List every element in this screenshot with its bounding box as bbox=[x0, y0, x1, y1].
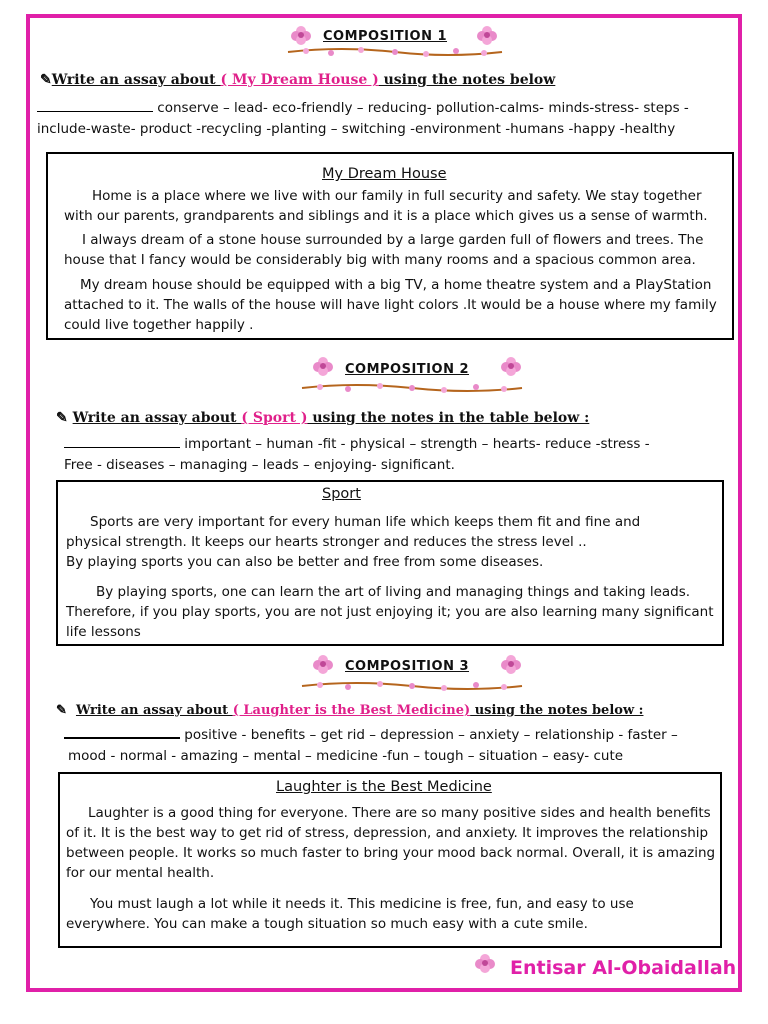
section-heading: COMPOSITION 2 bbox=[345, 362, 470, 377]
paragraph: I always dream of a stone house surrounded by a large garden full of flowers and trees. The house that I fancy would be considerably big with many rooms and a spacious common area. bbox=[64, 232, 704, 268]
flower-icon bbox=[312, 653, 334, 675]
notes: positive - benefits – get rid – depression – anxiety – relationship - faster – mood - normal - amazing – mental – medicine -fun – tough – situation – easy- cute bbox=[64, 725, 734, 767]
paragraph: You must laugh a lot while it needs it. This medicine is free, fun, and easy to use everywhere. You can make a tough situation so much easy with a cute smile. bbox=[66, 896, 634, 932]
paragraph: By playing sports, one can learn the art of living and managing things and taking leads. Therefore, if you play sports, you are not just enjoying it; you are also learning many significant life lessons bbox=[66, 584, 714, 640]
flower-icon bbox=[500, 355, 522, 377]
box-title: Sport bbox=[322, 486, 361, 502]
notes: important – human -fit - physical – strength – hearts- reduce -stress - Free - diseases – managing – leads – enjoying- significant. bbox=[64, 436, 650, 473]
answer-blank bbox=[64, 725, 180, 739]
flower-icon bbox=[500, 653, 522, 675]
answer-box bbox=[58, 772, 722, 948]
flower-icon bbox=[312, 355, 334, 377]
task-instruction: ✎ Write an assay about ( Laughter is the Best Medicine) using the notes below : bbox=[56, 703, 644, 718]
task-instruction: ✎ Write an assay about ( Sport ) using the notes in the table below : bbox=[56, 410, 590, 426]
paragraph: Sports are very important for every human life which keeps them fit and fine and physical strength. It keeps our hearts stronger and reduces the stress level .. bbox=[66, 514, 641, 550]
paragraph: My dream house should be equipped with a big TV, a home theatre system and a PlayStation attached to it. The walls of the house will have light colors .It would be a house where my family could live together happily . bbox=[64, 277, 717, 333]
answer-blank bbox=[37, 99, 153, 112]
pencil-icon: ✎ bbox=[40, 72, 52, 88]
section-heading: COMPOSITION 1 bbox=[323, 29, 448, 44]
garland-icon bbox=[286, 46, 504, 58]
box-title: My Dream House bbox=[322, 166, 447, 182]
pencil-icon: ✎ bbox=[56, 410, 68, 426]
paragraph: Home is a place where we live with our family in full security and safety. We stay together with our parents, grandparents and siblings and it is a place which gives us a sense of warmth. bbox=[64, 188, 708, 224]
garland-icon bbox=[300, 382, 524, 394]
notes: conserve – lead- eco-friendly – reducing- pollution-calms- minds-stress- steps - include-waste- product -recycling -planting – switching -environment -humans -happy -healthy bbox=[37, 100, 689, 137]
flower-icon bbox=[476, 24, 498, 46]
flower-icon bbox=[290, 24, 312, 46]
pencil-icon: ✎ bbox=[56, 703, 67, 718]
paragraph: Laughter is a good thing for everyone. There are so many positive sides and health benefits of it. It is the best way to get rid of stress, depression, and anxiety. It improves the relationship between people. It works so much faster to bring your mood back normal. Overall, it is amazing for our mental health. bbox=[66, 805, 716, 881]
answer-box bbox=[56, 480, 724, 646]
author-signature: Entisar Al-Obaidallah bbox=[510, 957, 737, 979]
answer-box bbox=[46, 152, 734, 340]
section-heading: COMPOSITION 3 bbox=[345, 659, 470, 674]
task-instruction: ✎Write an assay about ( My Dream House ) using the notes below bbox=[40, 72, 556, 88]
garland-icon bbox=[300, 680, 524, 692]
answer-blank bbox=[64, 435, 180, 448]
paragraph: By playing sports you can also be better and free from some diseases. bbox=[66, 554, 544, 570]
box-title: Laughter is the Best Medicine bbox=[276, 779, 492, 795]
flower-icon bbox=[474, 952, 496, 974]
